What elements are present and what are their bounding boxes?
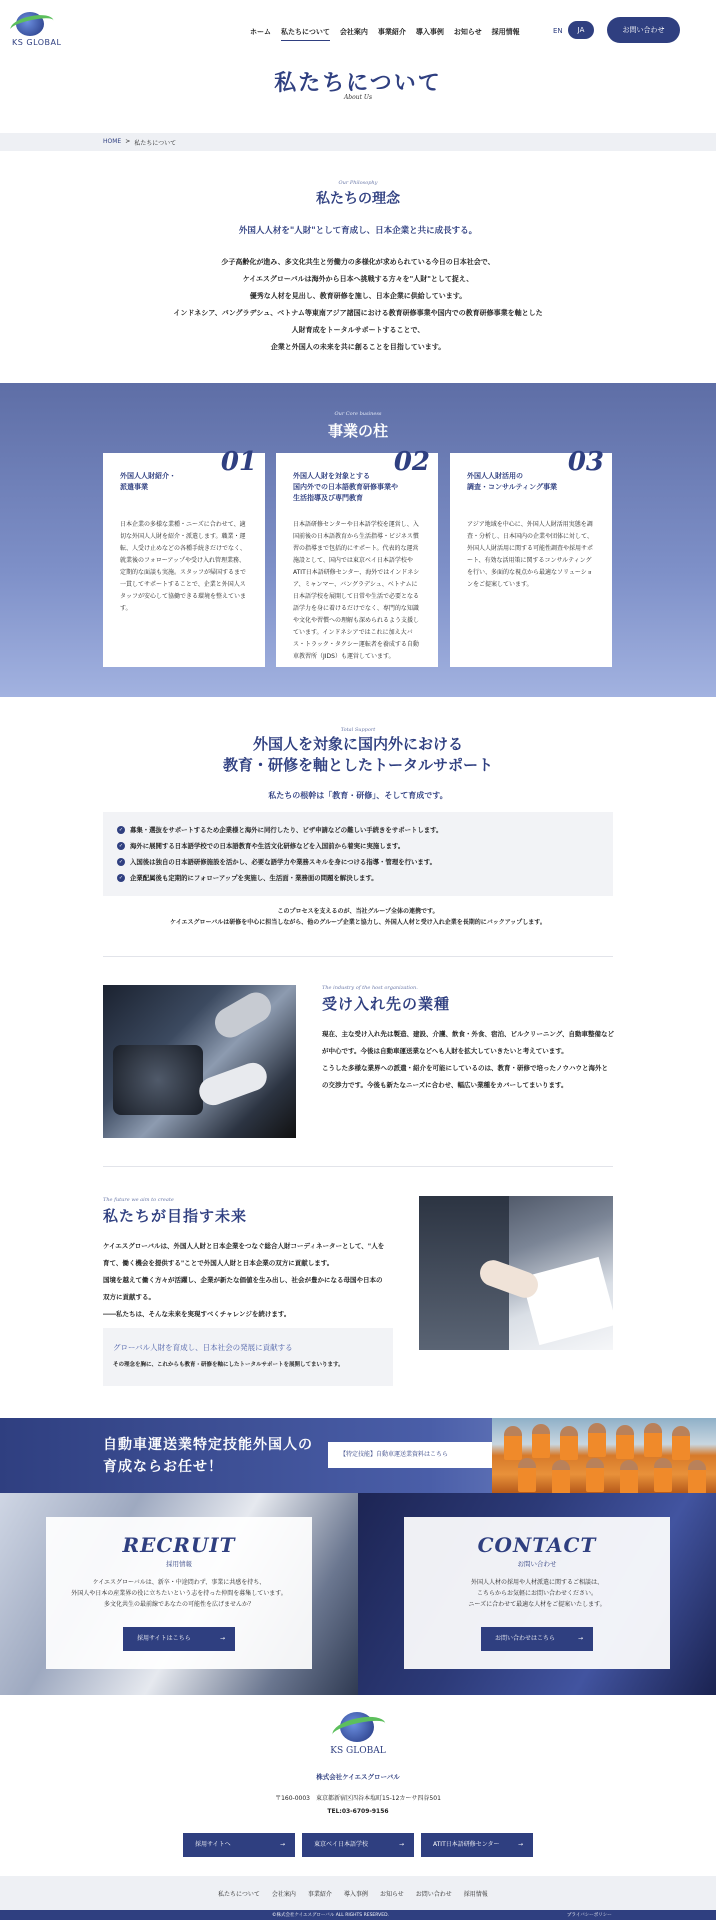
- contact-line: 外国人人材の採用や人材派遣に関するご相談は、: [470, 1579, 603, 1586]
- goal-box: [103, 1328, 393, 1386]
- arrow-right-icon: →: [517, 1841, 523, 1848]
- pillars-section: [0, 383, 716, 697]
- philosophy-line: インドネシア、バングラデシュ、ベトナム等東南アジア諸国における教育研修事業や国内での教育研修事業を軸とした: [173, 309, 543, 317]
- pillars-label: Our Core business: [334, 411, 382, 417]
- handshake-photo: [419, 1196, 613, 1350]
- footer-address-block: [0, 1792, 716, 1818]
- arrow-right-icon: →: [219, 1635, 225, 1642]
- breadcrumb-separator: >: [125, 138, 131, 145]
- check-text: 募集・選抜をサポートするため企業様と海外に同行したり、ビザ申請などの難しい手続きをサポートします。: [130, 826, 443, 834]
- pillar-card-3: [450, 447, 612, 667]
- breadcrumb-current: 私たちについて: [134, 140, 177, 147]
- recruit-subtitle: 採用情報: [166, 1560, 192, 1568]
- footer-link-about[interactable]: 私たちについて: [218, 1891, 260, 1898]
- header-contact-button[interactable]: お問い合わせ: [607, 17, 680, 43]
- person-shape: [532, 1424, 550, 1458]
- footer-link-recruit[interactable]: 採用情報: [463, 1891, 488, 1898]
- footer-tel: TEL:03-6709-9156: [327, 1808, 389, 1815]
- page-subtitle: About Us: [343, 94, 373, 101]
- section-divider: [103, 956, 613, 957]
- person-shape: [586, 1458, 604, 1492]
- site-header: [0, 0, 716, 62]
- person-shape: [654, 1458, 672, 1492]
- footer-atit-button[interactable]: [421, 1833, 533, 1857]
- pillar-body: 日本企業の多様な業種・ニーズに合わせて、適切な外国人人財を紹介・派遣します。職業・運転、人受け止めなどの各種手続きだけでなく、就業後のフォローアップや受け入れ管理業務、定期的な面談も実施。スタッフが帰国するまで一貫してサポートすることで、企業と外国人スタッフが安心して協働できる環境を整えています。: [120, 521, 247, 612]
- pillars-title: 事業の柱: [327, 422, 388, 440]
- future-line: 育て、働く機会を提供する"ことで外国人人財と日本企業の双方に貢献します。: [103, 1259, 334, 1267]
- future-label: The future we aim to create: [103, 1197, 174, 1203]
- check-text: 入国後は独自の日本語研修施設を活かし、必要な語学力や業務スキルを身につける指導・管理を行います。: [130, 858, 437, 866]
- contact-button-label: お問い合わせはこちら: [495, 1635, 556, 1642]
- support-lead: 私たちの根幹は「教育・研修」、そして育成です。: [268, 791, 448, 800]
- pillar-number: 02: [393, 447, 430, 477]
- footer-links: [218, 1889, 500, 1898]
- person-shape: [504, 1426, 522, 1460]
- philosophy-line: 企業と外国人の未来を共に創ることを目指しています。: [270, 343, 446, 351]
- philosophy-title: 私たちの理念: [316, 191, 400, 207]
- future-line: 双方に貢献する。: [103, 1293, 155, 1301]
- pillar-body: アジア地域を中心に、外国人人財活用実態を調査・分析し、日本国内の企業や団体に対して、外国人人財活用に関する可能性調査や採用サポート、有効な活用策に関するコンサルティングを行い、多面的な視点から最適なソリューションをご提案しています。: [467, 521, 594, 588]
- footer-button-label: 採用サイトへ: [195, 1841, 231, 1848]
- pillar-title-line: 派遣事業: [120, 483, 148, 491]
- philosophy-lead: 外国人人材を"人財"として育成し、日本企業と共に成長する。: [238, 226, 478, 236]
- lang-ja-button[interactable]: JA: [568, 21, 594, 39]
- check-item: [117, 841, 404, 850]
- footer-links-bar: [0, 1876, 716, 1910]
- check-icon: ✓: [118, 874, 124, 881]
- person-shape: [518, 1458, 536, 1492]
- mechanic-photo: [103, 985, 296, 1138]
- arrow-right-icon: →: [577, 1635, 583, 1642]
- footer-link-contact[interactable]: お問い合わせ: [415, 1891, 452, 1898]
- check-item: [117, 825, 442, 834]
- check-icon: ✓: [118, 842, 124, 849]
- industries-title: 受け入れ先の業種: [322, 995, 451, 1013]
- contact-form-button[interactable]: [481, 1627, 593, 1651]
- recruit-text: [46, 1577, 312, 1610]
- banner-button-label: 【特定技能】自動車運送業資料はこちら: [340, 1451, 449, 1458]
- support-note-line: このプロセスを支えるのが、当社グループ全体の連携です。: [277, 908, 439, 915]
- pillar-number: 01: [220, 447, 257, 477]
- nav-about[interactable]: 私たちについて: [281, 27, 330, 41]
- footer-tokyo-bay-button[interactable]: [302, 1833, 414, 1857]
- pillar-title-line: 調査・コンサルティング事業: [467, 483, 557, 491]
- banner-title-line: 自動車運送業特定技能外国人の: [103, 1437, 313, 1453]
- global-nav: [250, 27, 530, 41]
- team-photo: [492, 1418, 716, 1493]
- industries-line: が中心です。今後は自動車運送業などへも人財を拡大していきたいと考えています。: [322, 1047, 568, 1055]
- nav-company[interactable]: 会社案内: [339, 28, 368, 36]
- paper-shape: [521, 1257, 613, 1345]
- philosophy-line: ケイエスグローバルは海外から日本へ挑戦する方々を"人財"として捉え、: [242, 275, 474, 283]
- support-title: [0, 734, 716, 776]
- nav-news[interactable]: お知らせ: [453, 28, 482, 36]
- copyright-text: ©株式会社ケイエスグローバル ALL RIGHTS RESERVED.: [272, 1913, 389, 1918]
- contact-line: ニーズに合わせて最適な人材をご提案いたします。: [468, 1601, 606, 1608]
- support-note: [0, 906, 716, 928]
- person-shape: [672, 1426, 690, 1460]
- future-body: [103, 1238, 384, 1323]
- privacy-policy-link[interactable]: プライバシーポリシー: [567, 1913, 612, 1918]
- pillar-title: [120, 471, 250, 493]
- philosophy-line: 人財育成をトータルサポートすることで、: [291, 326, 425, 334]
- nav-recruit[interactable]: 採用情報: [491, 28, 520, 36]
- pillar-title-line: 外国人人財紹介・: [120, 472, 176, 480]
- check-icon: ✓: [118, 826, 124, 833]
- check-icon: ✓: [118, 858, 124, 865]
- support-checklist: [103, 812, 613, 896]
- pillar-title-line: 国内外での日本語教育研修事業や: [293, 483, 398, 491]
- header-logo[interactable]: [10, 12, 62, 48]
- contact-title: CONTACT: [477, 1533, 597, 1557]
- pillar-card-2: [276, 447, 438, 667]
- person-shape: [616, 1425, 634, 1459]
- pillar-title-line: 外国人人財活用の: [467, 472, 523, 480]
- pillar-card-1: [103, 447, 265, 667]
- philosophy-label: Our Philosophy: [338, 180, 378, 186]
- footer-company: 株式会社ケイエスグローバル: [316, 1773, 400, 1781]
- contact-text: [404, 1577, 670, 1610]
- banner-title-line: 育成ならお任せ！: [103, 1459, 223, 1475]
- recruit-card: [46, 1517, 312, 1669]
- section-divider: [103, 1166, 613, 1167]
- pillar-title: [293, 471, 423, 504]
- logo-text: KS GLOBAL: [12, 38, 62, 47]
- recruit-line: 外国人や日本の産業界の役に立ちたいという志を持った仲間を募集しています。: [71, 1590, 287, 1597]
- recruit-contact-section: [0, 1493, 716, 1695]
- future-line: 国境を越えて働く方々が活躍し、企業が新たな価値を生み出し、社会が豊かになる母国や日本の: [103, 1276, 383, 1284]
- pillar-title-line: 外国人人財を対象とする: [293, 472, 370, 480]
- arrow-right-icon: →: [398, 1841, 404, 1848]
- breadcrumb-bar: [0, 133, 716, 151]
- support-label: Total Support: [340, 727, 376, 733]
- recruit-title: RECRUIT: [122, 1533, 236, 1557]
- industries-body: [322, 1026, 614, 1094]
- footer-link-news[interactable]: お知らせ: [379, 1891, 404, 1898]
- person-shape: [588, 1423, 606, 1457]
- recruit-line: 多文化共生の最前線であなたの可能性を広げませんか？: [103, 1601, 254, 1608]
- footer-recruit-button[interactable]: [183, 1833, 295, 1857]
- recruit-panel: [0, 1493, 358, 1695]
- copyright-bar: [0, 1910, 716, 1920]
- footer-button-label: ATIT日本語研修センター: [433, 1841, 500, 1848]
- industries-line: 現在、主な受け入れ先は製造、建設、介護、飲食・外食、宿泊、ビルクリーニング、自動車整備など: [322, 1030, 614, 1038]
- pillar-number: 03: [567, 447, 604, 477]
- check-text: 海外に展開する日本語学校での日本語教育や生活文化研修などを入国前から着実に実施します。: [130, 842, 405, 850]
- future-title: 私たちが目指す未来: [103, 1207, 248, 1225]
- breadcrumb-home[interactable]: HOME: [103, 138, 122, 145]
- hand-shape: [210, 987, 277, 1043]
- recruit-line: ケイエスグローバルは、新卒・中途問わず、事業に共感を持ち、: [92, 1579, 266, 1586]
- transport-banner: [0, 1418, 716, 1493]
- support-title-line: 外国人を対象に国内外における: [252, 735, 463, 753]
- footer-link-cases[interactable]: 導入事例: [343, 1891, 368, 1898]
- nav-cases[interactable]: 導入事例: [415, 28, 444, 36]
- contact-line: こちらからお気軽にお問い合わせください。: [476, 1590, 597, 1597]
- glove-shape: [195, 1059, 270, 1109]
- footer-logo[interactable]: [330, 1712, 386, 1760]
- philosophy-body: [0, 254, 716, 356]
- person-shape: [552, 1460, 570, 1493]
- footer-address: 〒160-0003 東京都新宿区四谷本塩町15-12カーサ四谷501: [275, 1795, 441, 1802]
- footer-link-business[interactable]: 事業紹介: [307, 1891, 332, 1898]
- pillar-title: [467, 471, 597, 493]
- banner-title: [103, 1434, 313, 1478]
- industries-label: The industry of the host organization.: [322, 985, 418, 991]
- check-item: [117, 873, 378, 882]
- person-shape: [688, 1460, 706, 1493]
- philosophy-line: 優秀な人材を見出し、教育研修を施し、日本企業に供給しています。: [249, 292, 467, 300]
- page-title: 私たちについて: [274, 70, 442, 96]
- nav-home[interactable]: ホーム: [250, 28, 271, 36]
- recruit-site-button[interactable]: [123, 1627, 235, 1651]
- contact-card: [404, 1517, 670, 1669]
- arrow-right-icon: →: [279, 1841, 285, 1848]
- industries-line: の交渉力です。今後も新たなニーズに合わせ、幅広い業種をカバーしてまいります。: [322, 1081, 568, 1089]
- support-note-line: ケイエスグローバルは研修を中心に担当しながら、他のグループ企業と協力し、外国人人材と受け入れ企業を長期的にバックアップします。: [170, 919, 546, 926]
- transport-materials-button[interactable]: [328, 1442, 508, 1468]
- pillar-title-line: 生活指導及び専門教育: [293, 494, 363, 502]
- goal-title: グローバル人財を育成し、日本社会の発展に貢献する: [113, 1343, 293, 1352]
- person-shape: [644, 1423, 662, 1457]
- future-line: ケイエスグローバルは、外国人人財と日本企業をつなぐ総合人財コーディネーターとして、"人を: [103, 1242, 385, 1250]
- engine-shape: [113, 1045, 203, 1115]
- support-title-line: 教育・研修を軸としたトータルサポート: [222, 756, 493, 774]
- future-line: ――私たちは、そんな未来を実現すべくチャレンジを続けます。: [103, 1310, 291, 1318]
- contact-subtitle: お問い合わせ: [517, 1560, 557, 1568]
- philosophy-line: 少子高齢化が進み、多文化共生と労働力の多様化が求められている今日の日本社会で、: [221, 258, 495, 266]
- nav-business[interactable]: 事業紹介: [377, 28, 406, 36]
- breadcrumb: [103, 138, 176, 147]
- lang-en-link[interactable]: EN: [553, 27, 563, 35]
- pillar-body: 日本語研修センターや日本語学校を運営し、入国前後の日本語教育から生活指導・ビジネス慣習の指導まで包括的にサポート。代表的な運営施設として、国内では東京ベイ日本語学校やATIT日本語研修センター、海外ではインドネシア、ミャンマー、バングラデシュ、ベトナムに日本語学校を展開して日常や生活で必要となる語学力を身に着けるだけでなく、専門的な知識や文化や習慣への理解も深められるよう支援しています。インドネシアではこれに加え大バス・トラック・タクシー運転者を養成する自動車教習所（JIDS）も運営しています。: [293, 521, 420, 660]
- footer-link-company[interactable]: 会社案内: [271, 1891, 296, 1898]
- industries-line: こうした多様な業界への派遣・紹介を可能にしているのは、教育・研修で培ったノウハウと海外と: [322, 1064, 608, 1072]
- goal-text: その理念を胸に、これからも教育・研修を軸にしたトータルサポートを展開してまいります。: [113, 1362, 344, 1368]
- footer-logo-text: KS GLOBAL: [330, 1746, 386, 1756]
- contact-panel: [358, 1493, 716, 1695]
- footer-button-label: 東京ベイ日本語学校: [314, 1841, 369, 1848]
- recruit-button-label: 採用サイトはこちら: [137, 1635, 191, 1642]
- check-text: 企業配属後も定期的にフォローアップを実施し、生活面・業務面の問題を解決します。: [130, 874, 378, 882]
- person-shape: [620, 1460, 638, 1493]
- check-item: [117, 857, 436, 866]
- person-shape: [560, 1426, 578, 1460]
